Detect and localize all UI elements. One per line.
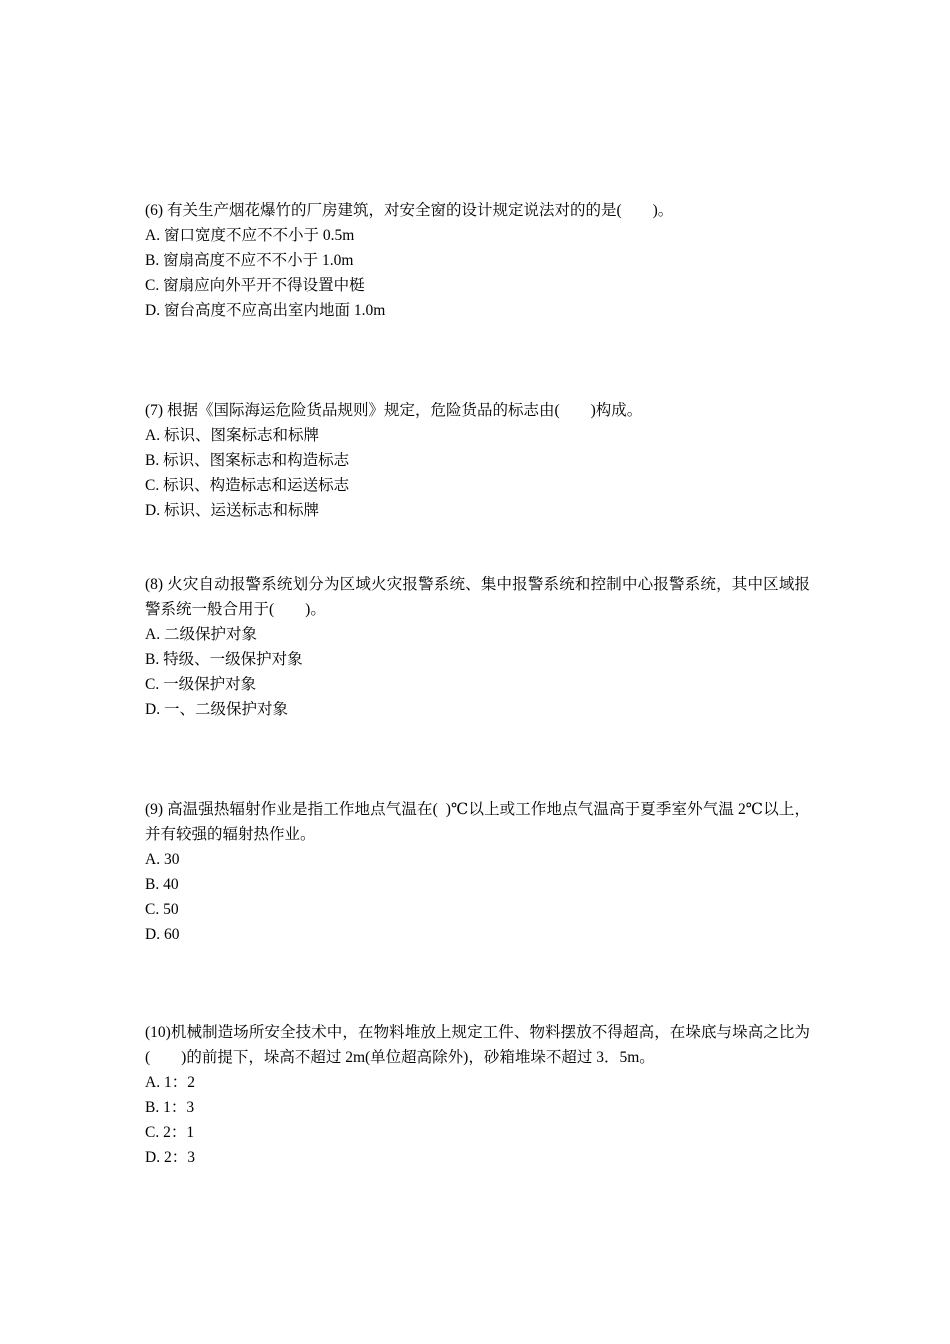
option-c: C. 2：1 [145,1124,195,1141]
option-c: C. 标识、构造标志和运送标志 [145,477,350,494]
option-d: D. 2：3 [145,1149,195,1166]
option-b: B. 40 [145,876,179,893]
option-d: D. 一、二级保护对象 [145,701,288,718]
option-d: D. 标识、运送标志和标牌 [145,502,319,519]
option-d: D. 60 [145,926,180,943]
option-a: A. 二级保护对象 [145,626,257,643]
question-9 [145,797,810,947]
option-b: B. 1：3 [145,1099,195,1116]
question-10 [145,1020,810,1170]
option-c: C. 50 [145,901,179,918]
question-7 [145,398,810,523]
option-d: D. 窗台高度不应高出室内地面 1.0m [145,302,386,319]
option-b: B. 特级、一级保护对象 [145,651,303,668]
question-stem: (7) 根据《国际海运危险货品规则》规定，危险货品的标志由( )构成。 [145,402,643,419]
question-6 [145,198,810,323]
question-stem: (6) 有关生产烟花爆竹的厂房建筑，对安全窗的设计规定说法对的的是( )。 [145,202,674,219]
question-stem: (10)机械制造场所安全技术中，在物料堆放上规定工件、物料摆放不得超高，在垛底与垛高之比为( )的前提下，垛高不超过 2m(单位超高除外)，砂箱堆垛不超过 3．5m。 [145,1024,810,1066]
option-a: A. 30 [145,851,180,868]
question-stem: (9) 高温强热辐射作业是指工作地点气温在( )℃以上或工作地点气温高于夏季室外气温 2℃以上，并有较强的辐射热作业。 [145,801,810,843]
option-a: A. 标识、图案标志和标牌 [145,427,319,444]
option-b: B. 窗扇高度不应不不小于 1.0m [145,252,354,269]
option-c: C. 窗扇应向外平开不得设置中梃 [145,277,365,294]
option-a: A. 窗口宽度不应不不小于 0.5m [145,227,355,244]
option-c: C. 一级保护对象 [145,676,257,693]
option-a: A. 1：2 [145,1074,195,1091]
question-8 [145,572,810,722]
question-stem: (8) 火灾自动报警系统划分为区域火灾报警系统、集中报警系统和控制中心报警系统，其中区域报警系统一般合用于( )。 [145,576,810,618]
option-b: B. 标识、图案标志和构造标志 [145,452,350,469]
